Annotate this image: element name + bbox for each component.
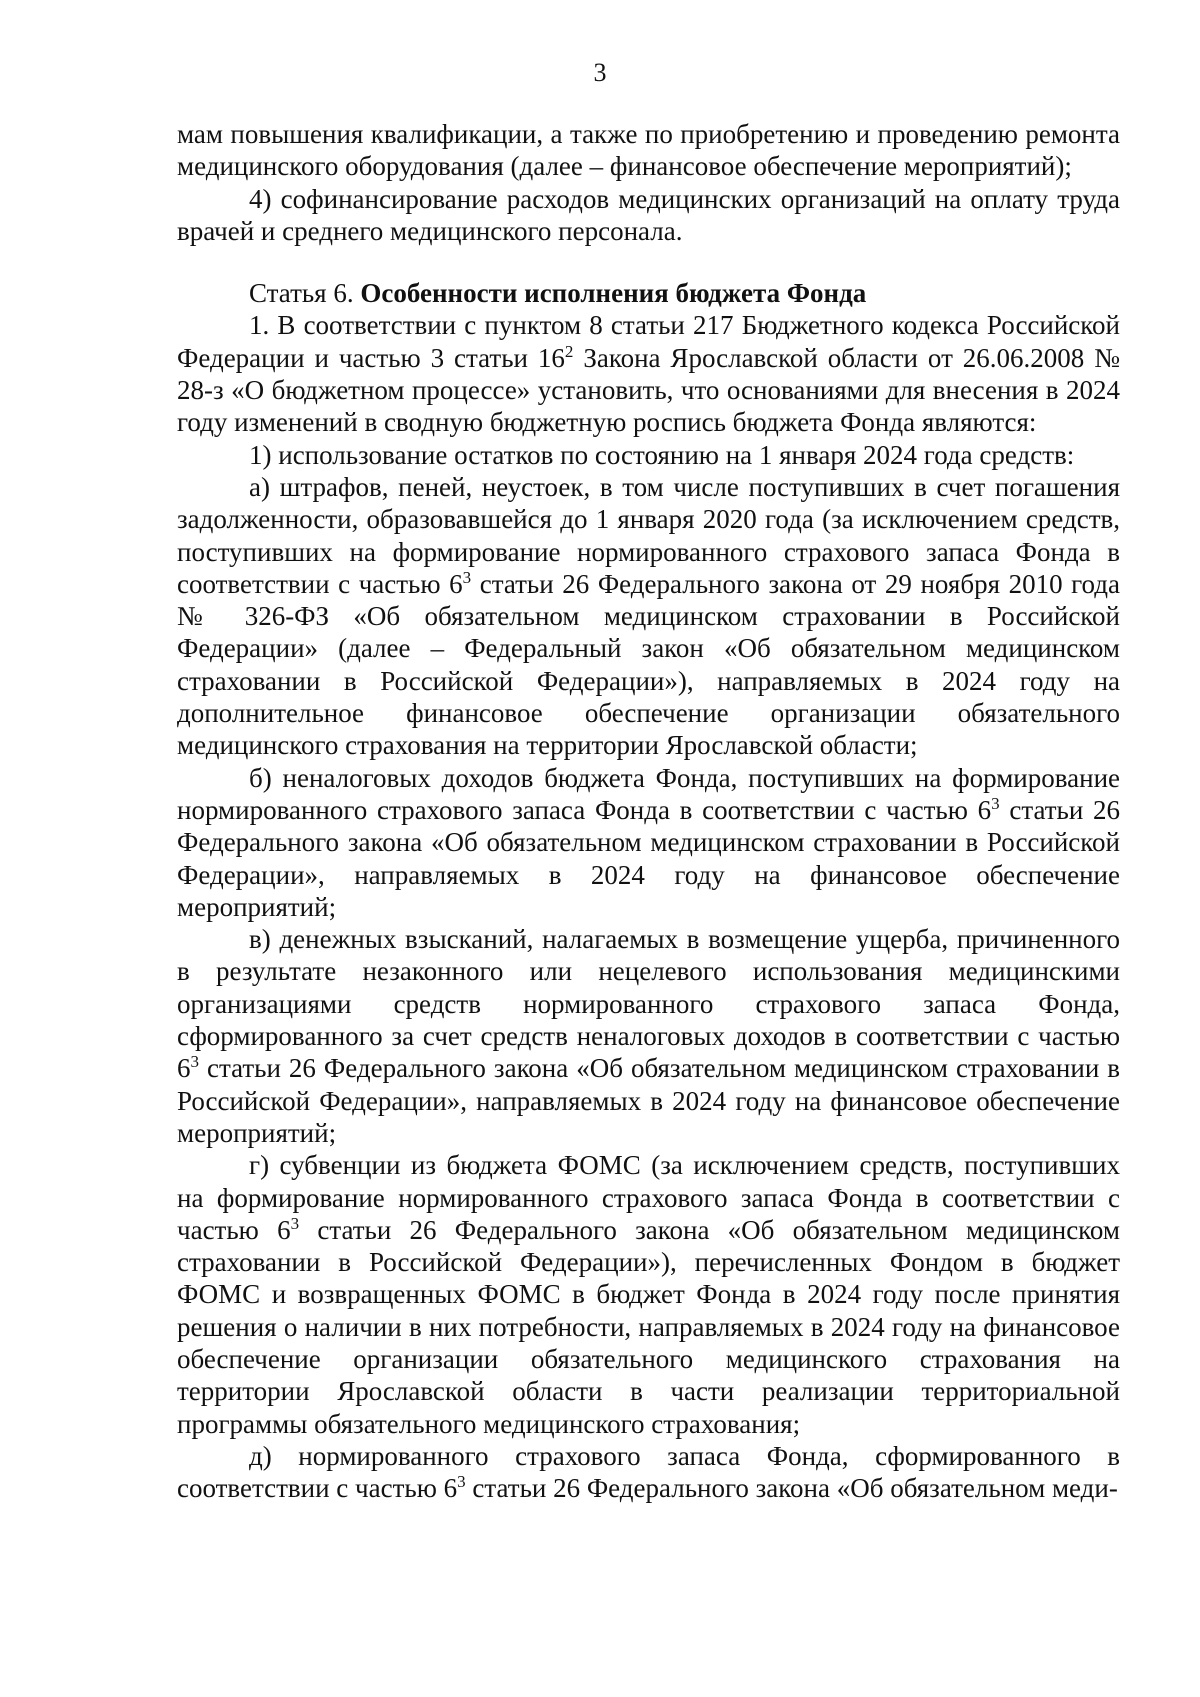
subitem-d-text-cont: статьи 26 Федерального закона «Об обязательном меди- — [465, 1473, 1118, 1504]
paragraph-continuation: мам повышения квалификации, а также по приобретению и проведению ремонта медицинского оборудования (далее – финансовое обеспечение мероприятий); — [177, 119, 1120, 182]
subitem-g-text: г) субвенции из бюджета ФОМС (за исключением средств, поступивших на формирование нормированного страхового запаса Фонда в соответствии с частью 6 — [177, 1150, 1120, 1245]
page-number: 3 — [593, 58, 607, 87]
paragraph-1 — [177, 309, 1120, 438]
superscript: 3 — [457, 1472, 466, 1492]
document-body — [177, 118, 1120, 1504]
subitem-v-text: в) денежных взысканий, налагаемых в возмещение ущерба, причиненного в результате незаконного или нецелевого использования медицинскими организациями средств нормированного страхового запаса Фонда, сформированного за счет средств неналоговых доходов в соответствии с частью 6 — [177, 924, 1120, 1084]
subitem-a-text: а) штрафов, пеней, неустоек, в том числе поступивших в счет погашения задолженности, образовавшейся до 1 января 2020 года (за исключением средств, поступивших на формирование нормированного страхового запаса Фонда в соответствии с частью 6 — [177, 471, 1120, 599]
superscript: 3 — [991, 793, 1000, 813]
list-item-4: 4) софинансирование расходов медицинских организаций на оплату труда врачей и среднего медицинского персонала. — [177, 183, 1120, 246]
subitem-a — [177, 471, 1120, 762]
subitem-v-text-cont: статьи 26 Федерального закона «Об обязательном медицинском страховании в Российской Федерации», направляемых в 2024 году на финансовое обеспечение мероприятий; — [177, 1053, 1120, 1148]
subitem-a-text-cont: статьи 26 Федерального закона от 29 ноября 2010 года № 326-ФЗ «Об обязательном медицинском страховании в Российской Федерации» (далее – Федеральный закон «Об обязательном медицинском страховании в Российской Федерации»), направляемых в 2024 году на дополнительное финансовое обеспечение организации обязательного медицинского страхования на территории Ярославской области; — [177, 568, 1120, 761]
superscript: 2 — [564, 341, 574, 361]
article-title: Особенности исполнения бюджета Фонда — [360, 278, 867, 309]
subitem-b-text: б) неналоговых доходов бюджета Фонда, поступивших на формирование нормированного страхового запаса Фонда в соответствии с частью 6 — [177, 762, 1120, 825]
subitem-b — [177, 762, 1120, 923]
subitem-1: 1) использование остатков по состоянию на 1 января 2024 года средств: — [249, 439, 1075, 470]
subitem-g-text-cont: статьи 26 Федерального закона «Об обязательном медицинском страховании в Российской Федерации»), перечисленных Фондом в бюджет ФОМС и возвращенных ФОМС в бюджет Фонда в 2024 году после принятия решения о наличии в них потребности, направляемых в 2024 году на финансовое обеспечение организации обязательного медицинского страхования на территории Ярославской области в части реализации территориальной программы обязательного медицинского страхования; — [177, 1214, 1120, 1439]
subitem-d — [177, 1440, 1120, 1505]
subitem-b-text-cont: статьи 26 Федерального закона «Об обязательном медицинском страховании в Российской Федерации», направляемых в 2024 году на финансовое обеспечение мероприятий; — [177, 794, 1121, 922]
superscript: 3 — [290, 1213, 300, 1233]
superscript: 3 — [462, 567, 472, 587]
paragraph-1-text-cont: Закона Ярославской области от 26.06.2008 № 28-з «О бюджетном процессе» установить, что основаниями для внесения в 2024 году изменений в сводную бюджетную роспись бюджета Фонда являются: — [177, 342, 1120, 438]
subitem-v — [177, 923, 1120, 1149]
subitem-g — [177, 1149, 1120, 1440]
article-number: Статья 6. — [249, 278, 354, 309]
superscript: 3 — [190, 1052, 199, 1072]
paragraph-1-text: 1. В соответствии с пунктом 8 статьи 217 Бюджетного кодекса Российской Федерации и частью 3 статьи 16 — [177, 310, 1120, 373]
subitem-d-text: д) нормированного страхового запаса Фонда, сформированного в соответствии с частью 6 — [177, 1440, 1120, 1504]
article-heading — [177, 277, 1120, 309]
